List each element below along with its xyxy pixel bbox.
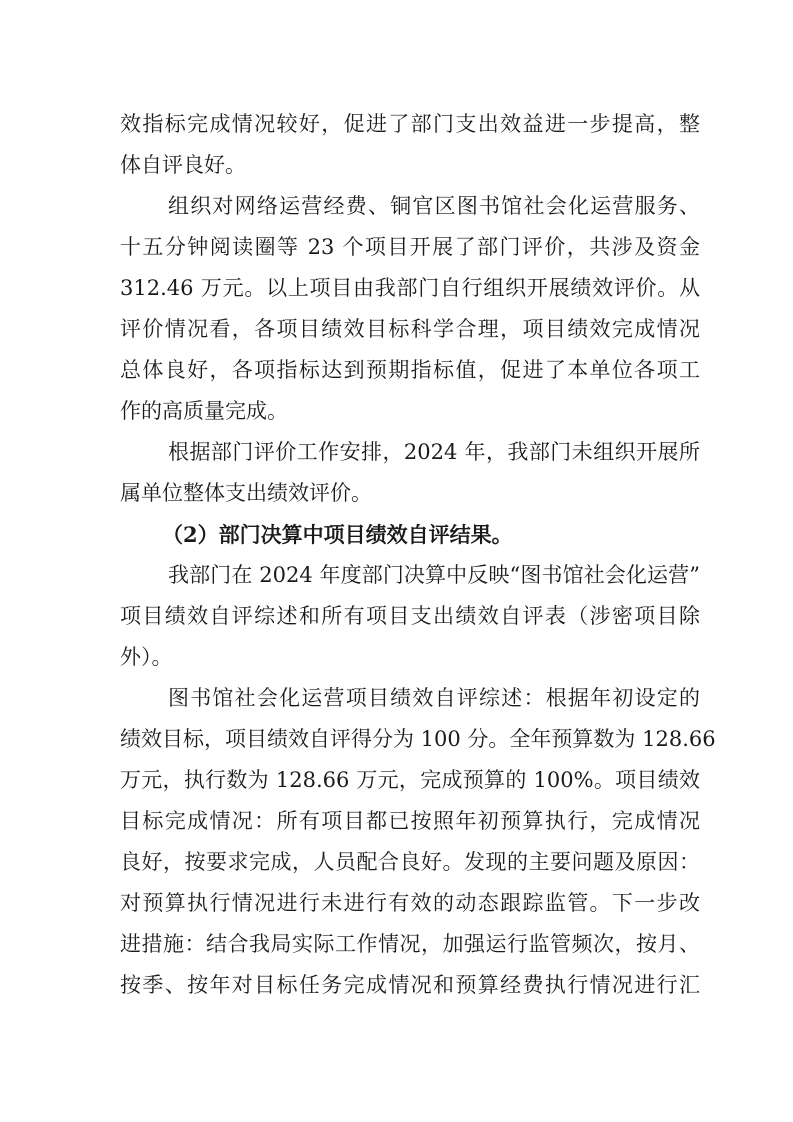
text-line: 体自评良好。 <box>120 153 246 177</box>
paragraph <box>120 555 700 678</box>
text-line: 图书馆社会化运营项目绩效自评综述：根据年初设定的 <box>168 686 700 710</box>
text-line: 总体良好，各项指标达到预期指标值，促进了本单位各项工 <box>120 358 700 382</box>
text-line: 我部门在 2024 年度部门决算中反映“图书馆社会化运营” <box>168 563 700 587</box>
text-line: 良好，按要求完成，人员配合良好。发现的主要问题及原因： <box>120 850 700 874</box>
text-line: 万元，执行数为 128.66 万元，完成预算的 100%。项目绩效 <box>120 768 700 792</box>
text-line: 组织对网络运营经费、铜官区图书馆社会化运营服务、 <box>168 194 700 218</box>
text-line: 十五分钟阅读圈等 23 个项目开展了部门评价，共涉及资金 <box>120 235 700 259</box>
text-line: （2）部门决算中项目绩效自评结果。 <box>162 522 513 547</box>
paragraph <box>120 432 700 514</box>
document-page <box>120 104 716 1006</box>
text-line: 对预算执行情况进行未进行有效的动态跟踪监管。下一步改 <box>120 891 700 915</box>
text-line: 目标完成情况：所有项目都已按照年初预算执行，完成情况 <box>120 809 700 833</box>
paragraph <box>120 104 700 186</box>
paragraph <box>120 678 716 1006</box>
text-line: 外）。 <box>120 645 173 669</box>
text-line: 属单位整体支出绩效评价。 <box>120 481 372 505</box>
text-line: 按季、按年对目标任务完成情况和预算经费执行情况进行汇 <box>120 973 700 997</box>
section-heading <box>120 514 700 555</box>
text-line: 项目绩效自评综述和所有项目支出绩效自评表（涉密项目除 <box>120 604 700 628</box>
text-line: 根据部门评价工作安排，2024 年，我部门未组织开展所 <box>168 440 700 464</box>
text-line: 进措施：结合我局实际工作情况，加强运行监管频次，按月、 <box>120 932 700 956</box>
text-line: 评价情况看，各项目绩效目标科学合理，项目绩效完成情况 <box>120 317 700 341</box>
paragraph <box>120 186 700 432</box>
text-line: 效指标完成情况较好，促进了部门支出效益进一步提高，整 <box>120 112 700 136</box>
text-line: 作的高质量完成。 <box>120 399 288 423</box>
text-line: 312.46 万元。以上项目由我部门自行组织开展绩效评价。从 <box>120 276 700 300</box>
text-line: 绩效目标，项目绩效自评得分为 100 分。全年预算数为 128.66 <box>120 727 716 751</box>
